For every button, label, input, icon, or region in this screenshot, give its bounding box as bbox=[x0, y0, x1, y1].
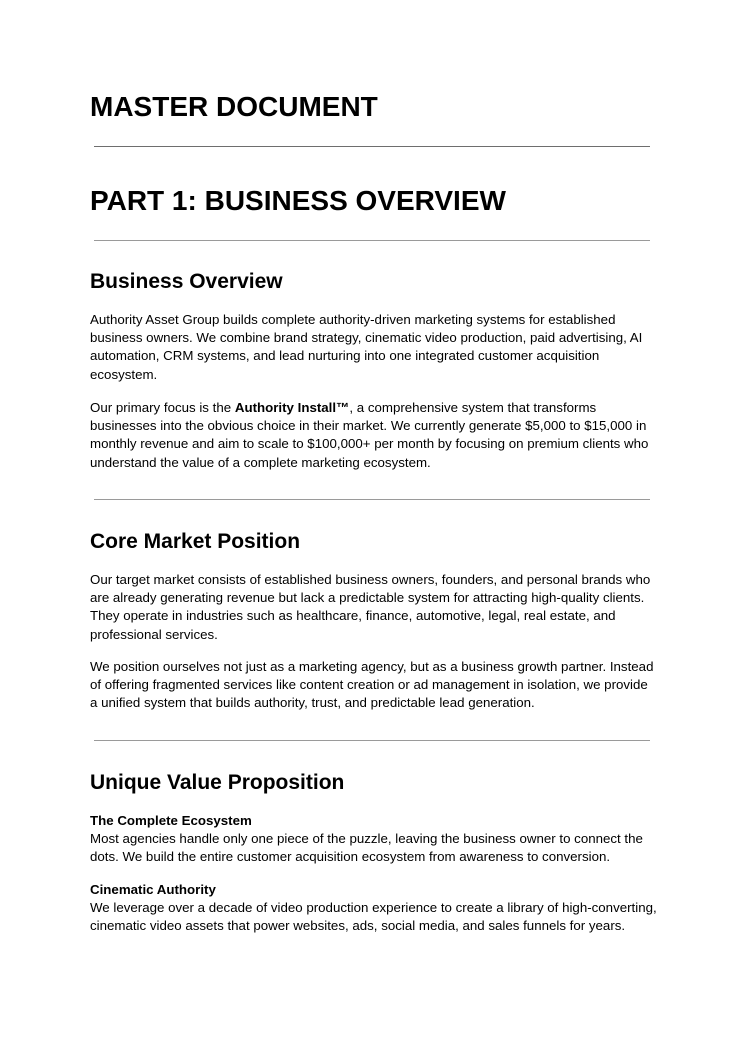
uvp-item-complete-ecosystem bbox=[90, 812, 658, 867]
part-title: PART 1: BUSINESS OVERVIEW bbox=[90, 185, 506, 216]
uvp-item-cinematic-authority bbox=[90, 881, 658, 936]
document-title: MASTER DOCUMENT bbox=[90, 91, 378, 122]
title-divider bbox=[94, 146, 650, 147]
business-overview-paragraph-2 bbox=[90, 399, 658, 472]
uvp-item-title: The Complete Ecosystem bbox=[90, 813, 252, 828]
uvp-item-body: Most agencies handle only one piece of the puzzle, leaving the business owner to connect the dots. We build the entire customer acquisition ecosystem from awareness to conversion. bbox=[90, 831, 643, 865]
core-market-position-paragraph-1: Our target market consists of established business owners, founders, and personal brands who are already generating revenue but lack a predictable system for attracting high-quality clients. They operate in industries such as healthcare, finance, automotive, legal, real estate, and professional services. bbox=[90, 572, 651, 642]
paragraph-text: , a comprehensive system that transforms businesses into the obvious choice in their market. We currently generate $5,000 to $15,000 in monthly revenue and aim to scale to $100,000+ per month by focusing on premium clients who understand the value of a complete marketing ecosystem. bbox=[90, 400, 649, 470]
core-market-position-paragraph-2: We position ourselves not just as a marketing agency, but as a business growth partner. Instead of offering fragmented services like content creation or ad management in isolation, we provide a unified system that builds authority, trust, and predictable lead generation. bbox=[90, 659, 654, 711]
uvp-item-title: Cinematic Authority bbox=[90, 882, 216, 897]
core-market-position-heading: Core Market Position bbox=[90, 530, 301, 553]
business-overview-heading: Business Overview bbox=[90, 270, 283, 293]
part-divider bbox=[94, 240, 650, 241]
uvp-item-body: We leverage over a decade of video production experience to create a library of high-converting, cinematic video assets that power websites, ads, social media, and sales funnels for years. bbox=[90, 900, 657, 934]
business-overview-paragraph-1: Authority Asset Group builds complete authority-driven marketing systems for established business owners. We combine brand strategy, cinematic video production, paid advertising, AI automation, CRM systems, and lead nurturing into one integrated customer acquisition ecosystem. bbox=[90, 312, 643, 382]
section-divider bbox=[94, 499, 650, 500]
section-divider bbox=[94, 740, 650, 741]
paragraph-text: Our primary focus is the bbox=[90, 400, 235, 415]
authority-install-bold: Authority Install™ bbox=[234, 400, 350, 415]
unique-value-proposition-heading: Unique Value Proposition bbox=[90, 771, 345, 794]
